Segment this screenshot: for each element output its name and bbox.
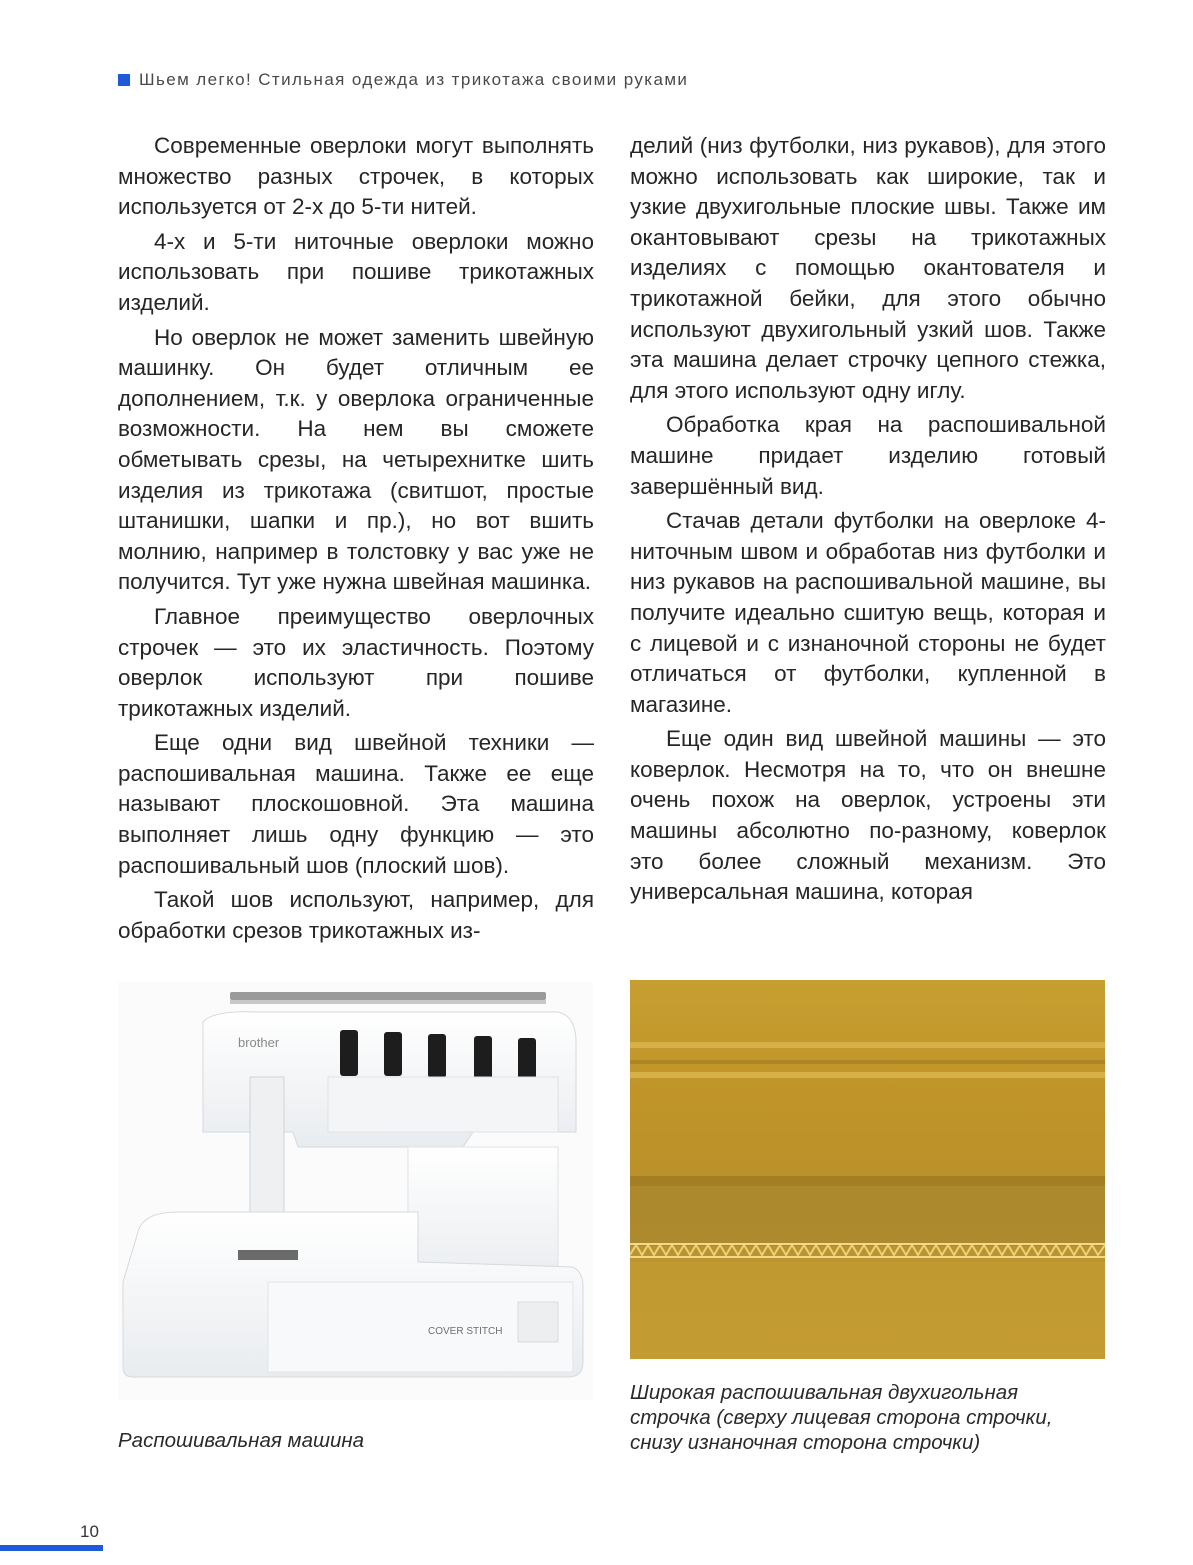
- paragraph: Еще одни вид швейной техники — распошивальная машина. Также ее еще называют плоскошовной. Эта машина выполняет лишь одну функцию — это распошивальный шов (плоский шов).: [118, 730, 594, 878]
- left-text-column: [118, 131, 594, 950]
- paragraph: Главное преимущество оверлочных строчек — это их эластичность. Поэтому оверлок используют при пошиве трикотажных изделий.: [118, 603, 594, 721]
- brand-label: brother: [238, 1035, 280, 1050]
- header-square-icon: [118, 74, 130, 86]
- page-number-bar: [0, 1545, 103, 1551]
- sewing-machine-illustration: [118, 982, 593, 1400]
- paragraph: Обработка края на распошивальной машине придает изделию готовый завершённый вид.: [630, 412, 1106, 499]
- paragraph: Стачав детали футболки на оверлоке 4-ниточным швом и обработав низ футболки и низ рукавов на распошивальной машине, вы получите идеально сшитую вещь, которая и с лицевой и с изнаночной стороны не будет отличаться от футболки, купленной в магазине.: [630, 508, 1106, 717]
- coverstitch-machine-photo: [118, 982, 593, 1400]
- paragraph: Современные оверлоки могут выполнять множество разных строчек, в которых используется от 2-х до 5-ти нитей.: [118, 133, 594, 220]
- paragraph: Но оверлок не может заменить швейную машинку. Он будет отличным ее дополнением, т.к. у оверлока ограниченные возможности. На нем вы сможете обметывать срезы, на четырехнитке шить изделия из трикотажа (свитшот, простые штанишки, шапки и пр.), но вот вшить молнию, например в толстовку у вас уже не получится. Тут уже нужна швейная машинка.: [118, 324, 594, 595]
- machine-caption: Распошивальная машина: [118, 1429, 365, 1452]
- running-header: [118, 70, 688, 90]
- fabric-caption: Широкая распошивальная двухигольная строчка (сверху лицевая сторона строчки, снизу изнаночная сторона строчки): [630, 1381, 1053, 1454]
- header-title: Шьем легко! Стильная одежда из трикотажа своими руками: [139, 70, 689, 89]
- paragraph: Такой шов используют, например, для обработки срезов трикотажных из-: [118, 887, 594, 943]
- right-text-column: [630, 131, 1106, 912]
- model-label: COVER STITCH: [428, 1326, 503, 1337]
- page-number: 10: [80, 1522, 99, 1541]
- paragraph: делий (низ футболки, низ рукавов), для этого можно использовать как широкие, так и узкие двухигольные плоские швы. Также им окантовывают срезы на трикотажных изделиях с помощью окантователя и трикотажной бейки, для этого обычно используют двухигольный узкий шов. Также эта машина делает строчку цепного стежка, для этого используют одну иглу.: [630, 133, 1106, 403]
- stitch-fabric-photo: [630, 980, 1105, 1359]
- paragraph: 4-х и 5-ти ниточные оверлоки можно использовать при пошиве трикотажных изделий.: [118, 228, 594, 315]
- paragraph: Еще один вид швейной машины — это коверлок. Несмотря на то, что он внешне очень похож на оверлок, устроены эти машины абсолютно по-разному, коверлок это более сложный механизм. Это универсальная машина, которая: [630, 726, 1106, 905]
- fabric-stitch-illustration: [630, 980, 1105, 1359]
